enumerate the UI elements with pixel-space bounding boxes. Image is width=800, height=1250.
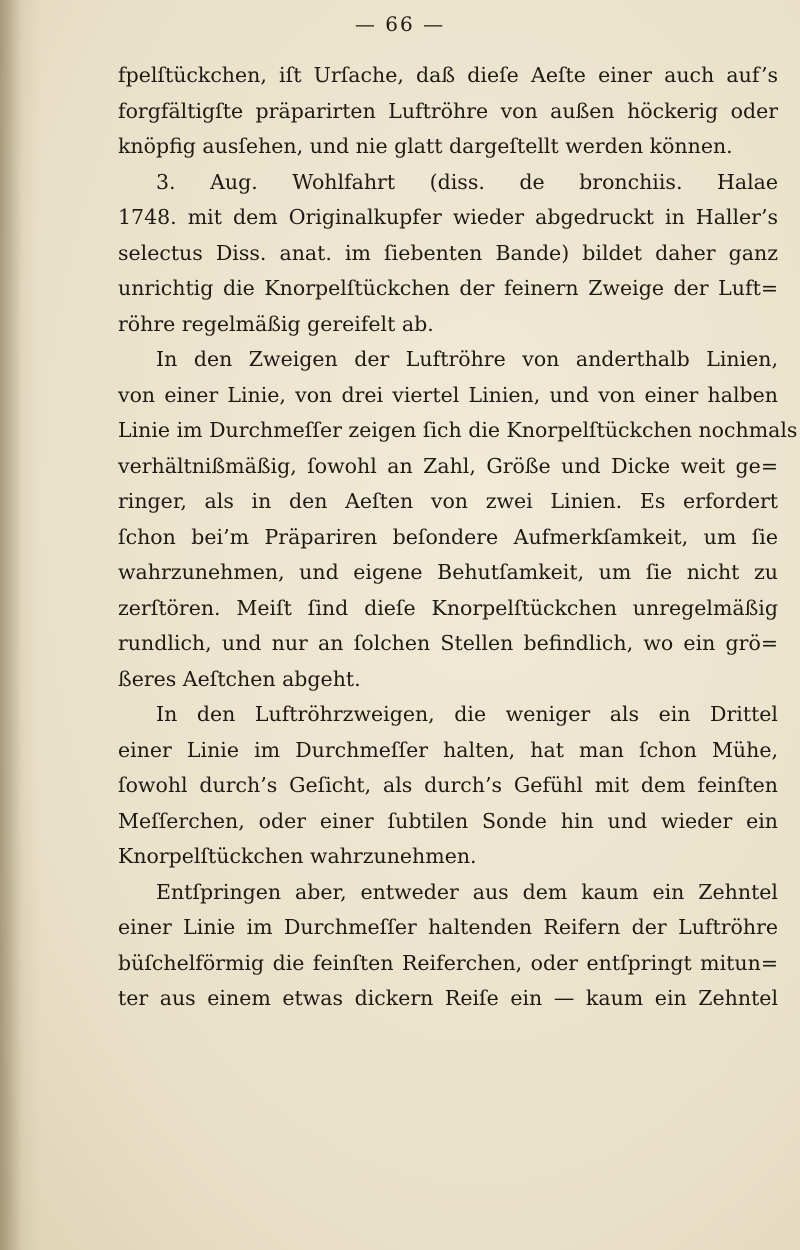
page-number-header: — 66 — xyxy=(354,12,446,36)
text-line: In den Zweigen der Luftröhre von anderthalb Linien, xyxy=(156,347,778,371)
text-line: forgfältigſte präparirten Luftröhre von außen höckerig oder xyxy=(118,98,778,123)
text-line: ter aus einem etwas dickern Reiſe ein — kaum ein Zehntel xyxy=(118,986,778,1010)
text-line: einer Linie im Durchmeſſer halten, hat man ſchon Mühe, xyxy=(118,737,778,762)
text-line: einer Linie im Durchmeſſer haltenden Reifern der Luftröhre xyxy=(118,915,778,939)
text-line: zerſtören. Meiſt ſind dieſe Knorpelſtückchen unregelmäßig xyxy=(118,595,778,620)
text-line: Linie im Durchmeſſer zeigen ſich die Knorpelſtückchen nochmals xyxy=(118,418,798,442)
text-line: Meſſerchen, oder einer ſubtilen Sonde hin und wieder ein xyxy=(118,808,778,833)
text-line: rundlich, und nur an ſolchen Stellen befindlich, wo ein grö= xyxy=(118,631,778,655)
text-line: Knorpelſtückchen wahrzunehmen. xyxy=(118,844,477,868)
text-line: büſchelförmig die feinſten Reiferchen, oder entſpringt mitun= xyxy=(118,950,778,975)
text-line: röhre regelmäßig gereifelt ab. xyxy=(118,311,434,336)
text-line: wahrzunehmen, und eigene Behutſamkeit, um ſie nicht zu xyxy=(118,560,778,584)
text-line: knöpfig ausſehen, und nie glatt dargeſtellt werden können. xyxy=(118,134,733,158)
body-text xyxy=(118,58,798,1017)
text-line: selectus Diss. anat. im ſiebenten Bande) bildet daher ganz xyxy=(118,240,778,265)
text-line: ſchon bei’m Präpariren beſondere Aufmerkſamkeit, um ſie xyxy=(118,524,778,549)
text-line: In den Luftröhrzweigen, die weniger als ein Drittel xyxy=(156,702,778,726)
text-line: von einer Linie, von drei viertel Linien, und von einer halben xyxy=(118,382,778,407)
text-line: Entſpringen aber, entweder aus dem kaum ein Zehntel xyxy=(156,879,778,904)
text-line: 1748. mit dem Originalkupfer wieder abgedruckt in Haller’s xyxy=(118,205,778,229)
gutter-shadow xyxy=(0,0,22,1250)
text-line: ringer, als in den Aeſten von zwei Linien. Es erfordert xyxy=(118,489,778,513)
text-line: fpelſtückchen, iſt Urſache, daß dieſe Aeſte einer auch auf’s xyxy=(118,63,778,87)
text-line: 3. Aug. Wohlfahrt (diss. de bronchiis. Halae xyxy=(156,169,778,194)
text-line: verhältnißmäßig, ſowohl an Zahl, Größe und Dicke weit ge= xyxy=(118,453,778,478)
text-line: ßeres Aeſtchen abgeht. xyxy=(118,666,361,691)
text-line: ſowohl durch’s Geſicht, als durch’s Gefühl mit dem feinſten xyxy=(118,773,778,797)
text-line: unrichtig die Knorpelſtückchen der feinern Zweige der Luft= xyxy=(118,276,778,300)
